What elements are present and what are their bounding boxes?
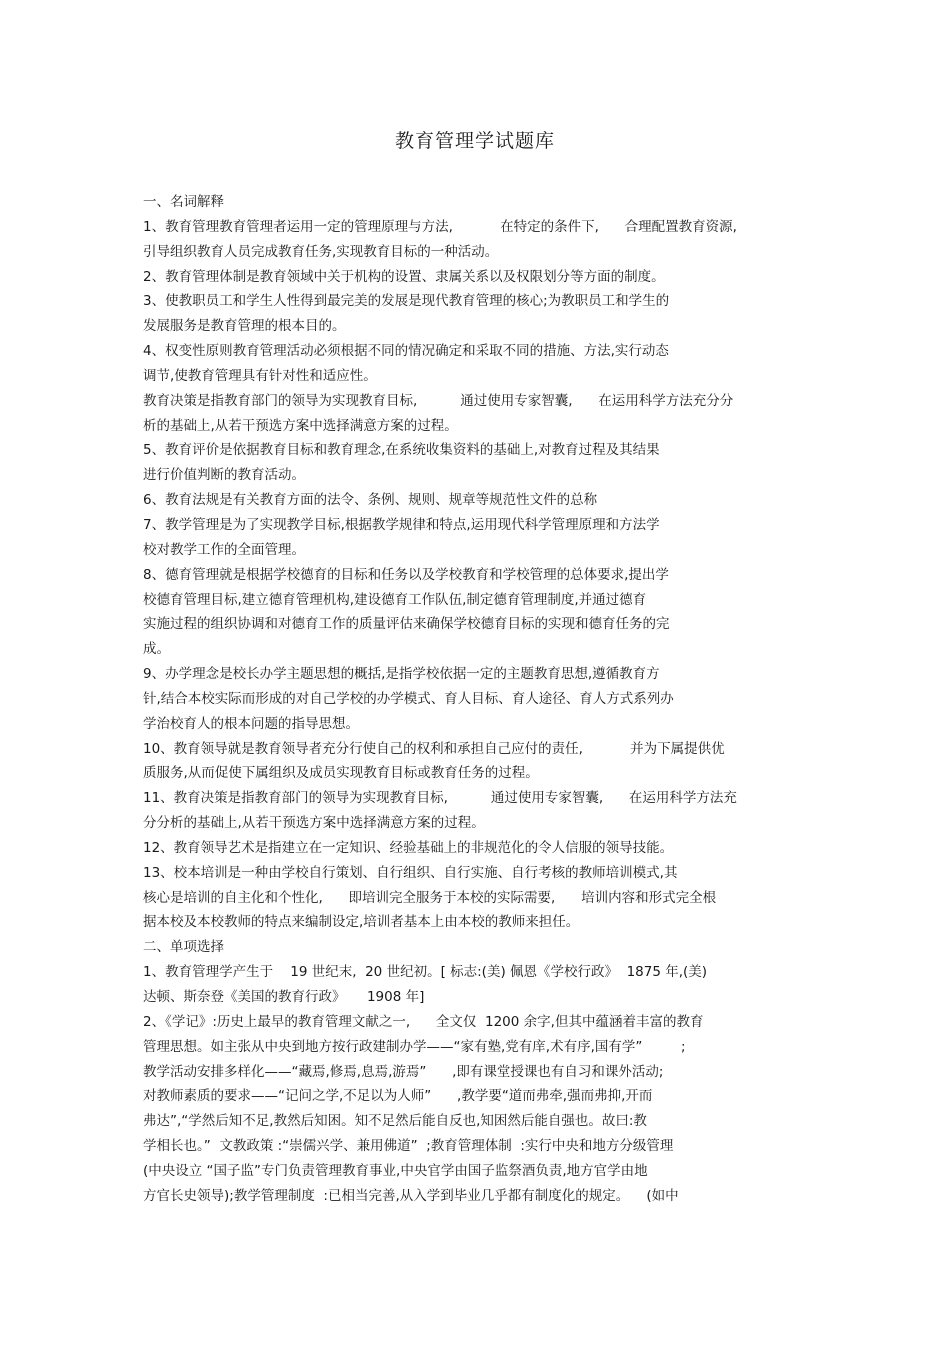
text-line-definition-5: 5、教育评价是依据教育目标和教育理念,在系统收集资料的基础上,对教育过程及其结果	[143, 442, 660, 459]
text-line-choice-2-cont-6: (中央设立 “国子监”专门负责管理教育事业,中央官学由国子监祭酒负责,地方官学由地	[143, 1162, 648, 1179]
text-line-definition-3-cont: 发展服务是教育管理的根本目的。	[143, 318, 346, 335]
text-line-definition-10: 10、教育领导就是教育领导者充分行使自己的权利和承担自己应付的责任, 并为下属提供优	[143, 740, 725, 757]
text-line-definition-13: 13、校本培训是一种由学校自行策划、自行组织、自行实施、自行考核的教师培训模式,其	[143, 864, 678, 881]
text-line-definition-6: 6、教育法规是有关教育方面的法令、条例、规则、规章等规范性文件的总称	[143, 492, 598, 509]
text-line-definition-8: 8、德育管理就是根据学校德育的目标和任务以及学校教育和学校管理的总体要求,提出学	[143, 566, 669, 583]
text-line-definition-8-cont-3: 成。	[143, 641, 170, 658]
text-line-definition-7-cont: 校对教学工作的全面管理。	[143, 541, 305, 558]
text-line-definition-8-cont-2: 实施过程的组织协调和对德育工作的质量评估来确保学校德育目标的实现和德育任务的完	[143, 616, 670, 633]
text-line-definition-8-cont-1: 校德育管理目标,建立德育管理机构,建设德育工作队伍,制定德育管理制度,并通过德育	[143, 591, 647, 608]
text-line-definition-1: 1、教育管理教育管理者运用一定的管理原理与方法, 在特定的条件下, 合理配置教育资源,	[143, 218, 737, 235]
document-title: 教育管理学试题库	[394, 130, 555, 152]
text-line-definition-9-cont-1: 针,结合本校实际而形成的对自己学校的办学模式、育人目标、育人途径、育人方式系列办	[143, 690, 674, 707]
text-line-definition-12: 12、教育领导艺术是指建立在一定知识、经验基础上的非规范化的令人信服的领导技能。	[143, 839, 674, 856]
text-line-decision-definition-cont: 析的基础上,从若干预选方案中选择满意方案的过程。	[143, 417, 458, 434]
text-line-choice-2-cont-3: 对教师素质的要求——“记问之学,不足以为人师” ,教学要“道而弗牵,强而弗抑,开而	[143, 1088, 653, 1105]
document-body	[143, 190, 808, 1209]
text-line-definition-4: 4、权变性原则教育管理活动必须根据不同的情况确定和采取不同的措施、方法,实行动态	[143, 343, 669, 360]
text-line-definition-4-cont: 调节,使教育管理具有针对性和适应性。	[143, 367, 377, 384]
text-line-definition-2: 2、教育管理体制是教育领域中关于机构的设置、隶属关系以及权限划分等方面的制度。	[143, 268, 665, 285]
text-line-section-1-heading: 一、名词解释	[143, 194, 224, 210]
text-line-choice-1-cont: 达顿、斯奈登《美国的教育行政》 1908 年]	[143, 989, 425, 1005]
text-line-definition-13-cont-2: 据本校及本校教师的特点来编制设定,培训者基本上由本校的教师来担任。	[143, 914, 580, 931]
text-line-decision-definition: 教育决策是指教育部门的领导为实现教育目标, 通过使用专家智囊, 在运用科学方法充分分	[143, 392, 734, 409]
text-line-definition-10-cont: 质服务,从而促使下属组织及成员实现教育目标或教育任务的过程。	[143, 765, 539, 782]
text-line-definition-7: 7、教学管理是为了实现教学目标,根据教学规律和特点,运用现代科学管理原理和方法学	[143, 516, 660, 533]
text-line-definition-11: 11、教育决策是指教育部门的领导为实现教育目标, 通过使用专家智囊, 在运用科学方法充	[143, 790, 737, 807]
text-line-choice-2-cont-2: 教学活动安排多样化——“藏焉,修焉,息焉,游焉” ,即有课堂授课也有自习和课外活动;	[143, 1063, 664, 1080]
text-line-choice-2: 2、《学记》:历史上最早的教育管理文献之一, 全文仅 1200 余字,但其中蕴涵着丰富的教育	[143, 1013, 704, 1030]
text-line-choice-2-cont-5: 学相长也。” 文教政策 :“崇儒兴学、兼用佛道” ;教育管理体制 :实行中央和地方分级管理	[143, 1138, 674, 1155]
text-line-choice-1: 1、教育管理学产生于 19 世纪末, 20 世纪初。[ 标志:(美) 佩恩《学校行政》 1875 年,(美)	[143, 964, 708, 981]
text-line-choice-2-cont-7: 方官长史领导);教学管理制度 :已相当完善,从入学到毕业几乎都有制度化的规定。 (如中	[143, 1187, 679, 1204]
text-line-definition-9: 9、办学理念是校长办学主题思想的概括,是指学校依据一定的主题教育思想,遵循教育方	[143, 666, 660, 683]
text-line-definition-9-cont-2: 学治校育人的根本问题的指导思想。	[143, 715, 359, 732]
text-line-choice-2-cont-1: 管理思想。如主张从中央到地方按行政建制办学——“家有塾,党有庠,术有序,国有学” ;	[143, 1038, 686, 1055]
text-line-section-2-heading: 二、单项选择	[143, 939, 224, 956]
text-line-definition-3: 3、使教职员工和学生人性得到最完美的发展是现代教育管理的核心;为教职员工和学生的	[143, 293, 670, 310]
text-line-choice-2-cont-4: 弗达”,“学然后知不足,教然后知困。知不足然后能自反也,知困然后能自强也。故曰:教	[143, 1113, 647, 1130]
text-line-definition-11-cont: 分分析的基础上,从若干预选方案中选择满意方案的过程。	[143, 815, 485, 832]
text-line-definition-1-cont: 引导组织教育人员完成教育任务,实现教育目标的一种活动。	[143, 243, 499, 260]
text-line-definition-13-cont-1: 核心是培训的自主化和个性化, 即培训完全服务于本校的实际需要, 培训内容和形式完全根	[143, 889, 717, 906]
text-line-definition-5-cont: 进行价值判断的教育活动。	[143, 467, 305, 484]
